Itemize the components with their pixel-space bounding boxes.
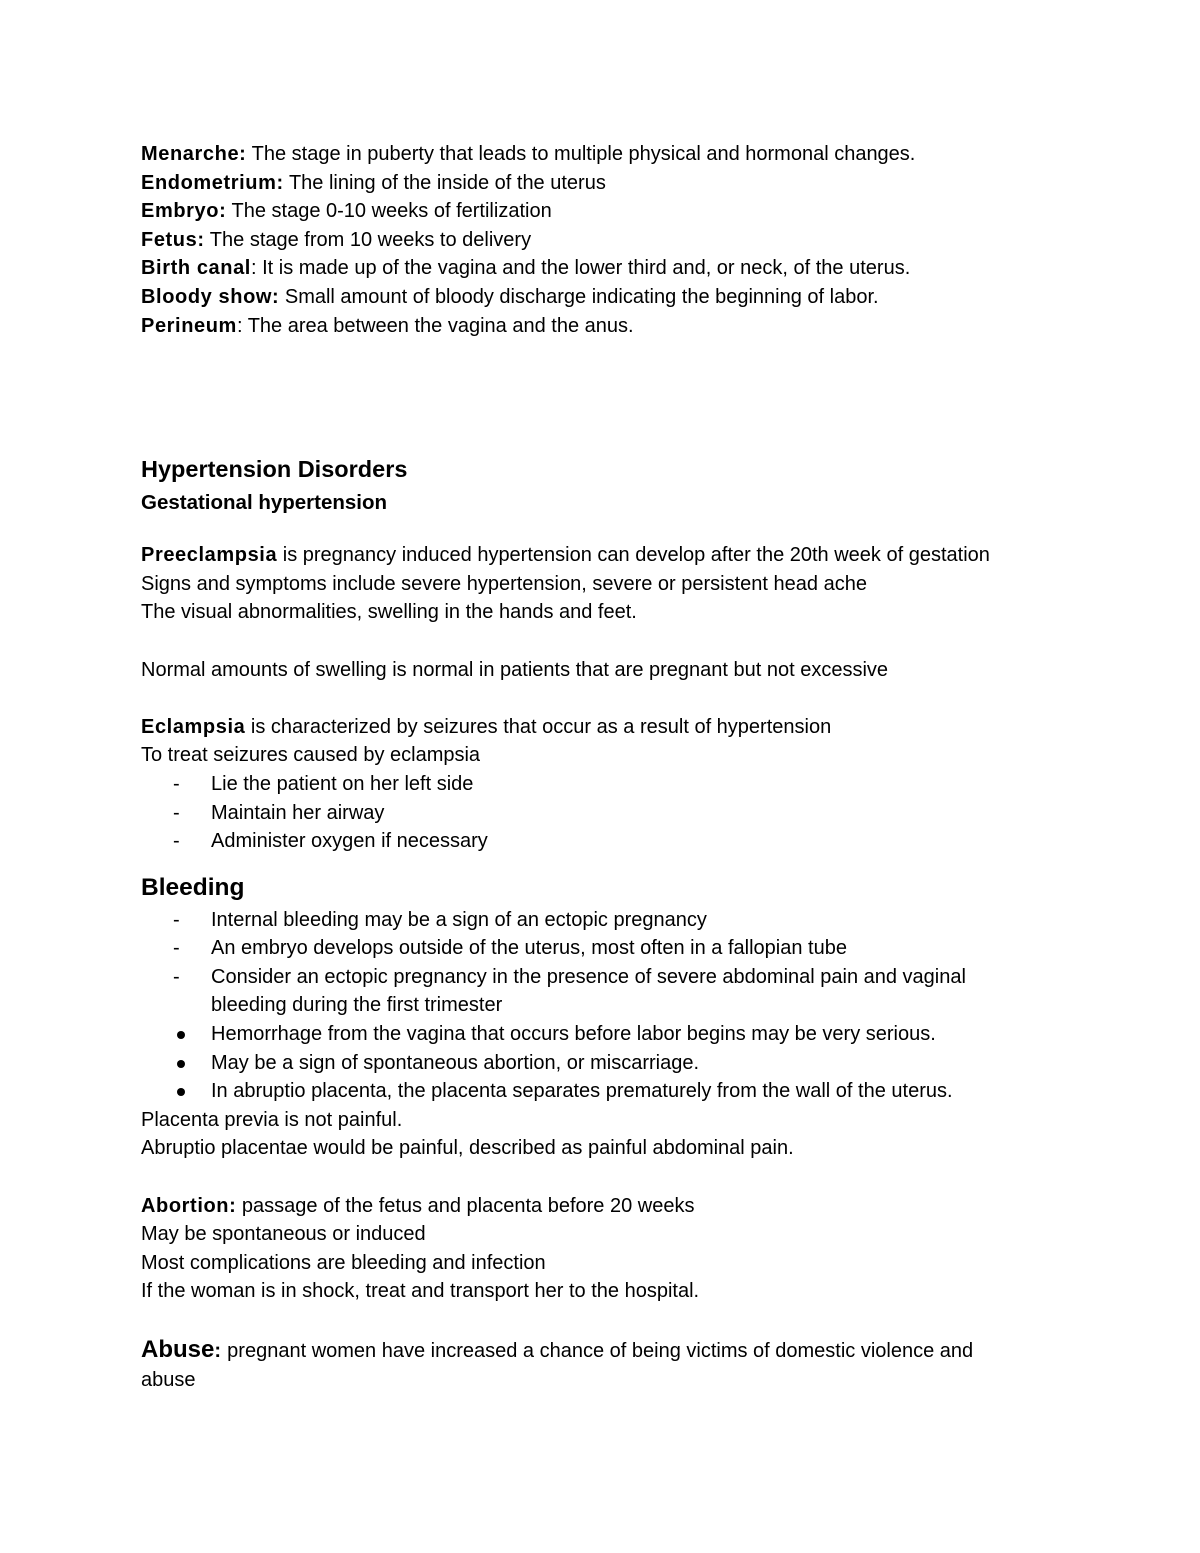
eclampsia-line [141,713,1061,742]
spacer [141,1306,1061,1336]
abortion-detail: If the woman is in shock, treat and transport her to the hospital. [141,1280,700,1303]
definition-term: Perineum [141,314,237,337]
treat-list [141,770,1061,856]
previa-line: Placenta previa is not painful. [141,1108,403,1131]
list-item: - Consider an ectopic pregnancy in the presence of severe abdominal pain and vaginal [141,963,1061,992]
abortion-detail: May be spontaneous or induced [141,1223,426,1246]
dash-marker: - [173,772,180,795]
bleeding-list [141,906,1061,1106]
definition-embryo [141,197,1061,226]
gestational-subheading: Gestational hypertension [141,491,388,515]
definition-term: Fetus: [141,228,205,251]
list-item: May be a sign of spontaneous abortion, or miscarriage. [141,1049,1061,1078]
dash-marker: - [173,908,180,931]
abortion-term: Abortion: [141,1194,237,1217]
treat-line: To treat seizures caused by eclampsia [141,744,481,767]
bullet-icon [177,1031,185,1039]
bullet-icon [177,1060,185,1068]
abortion-line [141,1192,1061,1221]
bleeding-heading: Bleeding [141,873,245,901]
abuse-term: Abuse [141,1336,215,1363]
dash-marker: - [173,965,180,988]
definition-text: The stage in puberty that leads to multiple physical and hormonal changes. [246,143,916,165]
abortion-text: passage of the fetus and placenta before 20 weeks [236,1194,695,1217]
definition-text: : It is made up of the vagina and the lower third and, or neck, of the uterus. [250,257,911,280]
definition-term: Embryo: [141,200,227,223]
hypertension-heading: Hypertension Disorders [141,456,408,483]
definition-bloody-show [141,283,1061,312]
definition-fetus [141,226,1061,255]
dash-marker: - [173,937,180,960]
definition-text: The stage 0-10 weeks of fertilization [226,200,552,223]
document-page [141,140,1061,1394]
list-item: - Lie the patient on her left side [141,770,1061,799]
preeclampsia-line [141,541,1061,570]
abruptio-line: Abruptio placentae would be painful, described as painful abdominal pain. [141,1137,794,1160]
list-item: - An embryo develops outside of the uterus, most often in a fallopian tube [141,934,1061,963]
list-item: - Maintain her airway [141,799,1061,828]
spacer [141,684,1061,713]
preeclampsia-text: is pregnancy induced hypertension can develop after the 20th week of gestation [277,544,990,567]
list-item: Hemorrhage from the vagina that occurs before labor begins may be very serious. [141,1020,1061,1049]
list-item: In abruptio placenta, the placenta separates prematurely from the wall of the uterus. [141,1077,1061,1106]
abuse-continuation: abuse [141,1368,196,1391]
definition-text: : The area between the vagina and the anus. [236,314,634,337]
definition-perineum [141,312,1061,341]
definition-term: Bloody show: [141,285,280,308]
eclampsia-term: Eclampsia [141,715,246,738]
spacer [141,856,1061,870]
abortion-detail: Most complications are bleeding and infection [141,1251,546,1274]
definition-birth-canal [141,254,1061,283]
definition-endometrium [141,169,1061,198]
abuse-text: pregnant women have increased a chance of being victims of domestic violence and [221,1340,974,1362]
visual-line: The visual abnormalities, swelling in the hands and feet. [141,601,637,624]
spacer [141,340,1061,453]
list-item: - Internal bleeding may be a sign of an ectopic pregnancy [141,906,1061,935]
list-item-continuation: bleeding during the first trimester [211,994,503,1017]
spacer [141,1163,1061,1192]
swelling-line: Normal amounts of swelling is normal in patients that are pregnant but not excessive [141,658,889,681]
eclampsia-text: is characterized by seizures that occur as a result of hypertension [245,715,832,738]
definition-term: Birth canal [141,257,251,280]
definition-text: The lining of the inside of the uterus [283,171,606,194]
definition-text: The stage from 10 weeks to delivery [204,228,532,251]
dash-marker: - [173,830,180,853]
definition-term: Menarche: [141,143,247,165]
definition-term: Endometrium: [141,171,284,194]
spacer [141,627,1061,656]
spacer [141,519,1061,541]
list-item: - Administer oxygen if necessary [141,827,1061,856]
definitions-list [141,140,1061,340]
signs-line: Signs and symptoms include severe hypertension, severe or persistent head ache [141,572,867,595]
abuse-line [141,1336,1061,1366]
definition-text: Small amount of bloody discharge indicating the beginning of labor. [279,285,879,308]
dash-marker: - [173,801,180,824]
preeclampsia-term: Preeclampsia [141,544,278,567]
definition-menarche [141,140,1061,169]
bullet-icon [177,1088,185,1096]
abuse-colon: : [214,1340,222,1362]
